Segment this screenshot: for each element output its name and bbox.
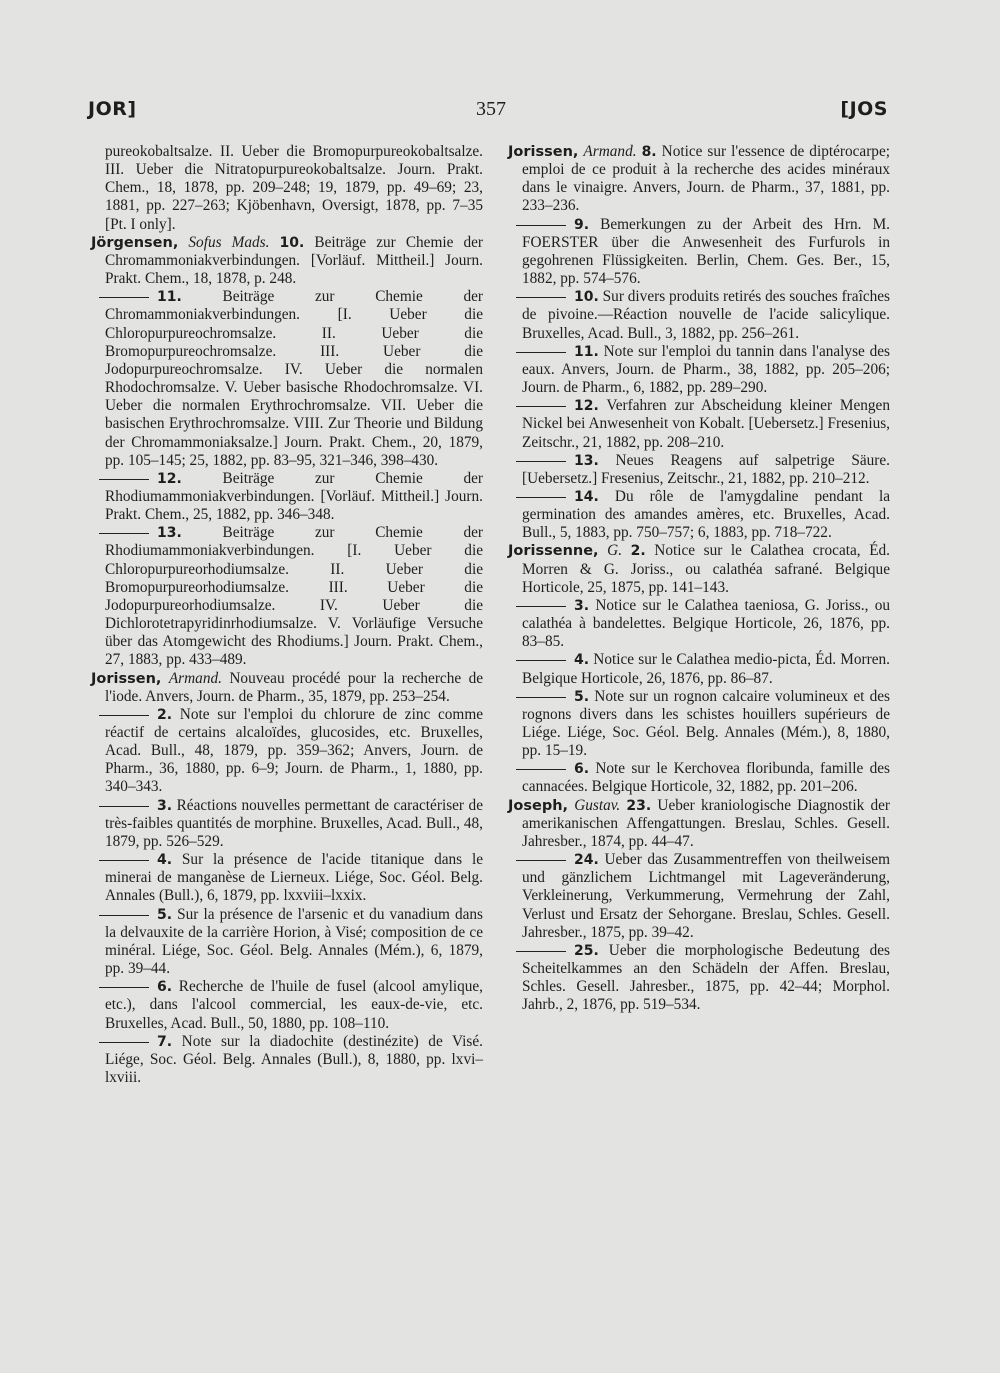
entry-text: Note sur l'emploi du tannin dans l'analyse des eaux. Anvers, Journ. de Pharm., 38, 1882, pp. 205–206; Journ. de Pharm., 6, 1882, pp. 289–290. [522,342,891,397]
bibliography-entry [508,651,890,687]
bibliography-entry [508,488,890,542]
bibliography-entry [508,397,890,451]
author-name: Jorissen, [508,144,579,160]
entry-text: Note sur l'emploi du chlorure de zinc comme réactif de certains alcaloïdes, glucosides, etc. Bruxelles, Acad. Bull., 48, 1879, pp. 359–362; Anvers, Journ. de Pharm., 36, 1880, pp. 6–9; Journ. de Pharm., 1, 1880, pp. 340–343. [105,705,484,796]
entry-number: 9. [574,216,590,233]
entry-text: Recherche de l'huile de fusel (alcool amylique, etc.), dans l'alcool commercial, les eaux-de-vie, etc. Bruxelles, Acad. Bull., 50, 1880, pp. 108–110. [105,978,484,1032]
author-first-name: Sofus Mads. [188,233,270,251]
author-name: Jorissenne, [508,543,599,560]
bibliography-entry [91,470,483,524]
entry-number: 13. [157,525,182,542]
bibliography-entry [508,851,890,942]
bibliography-entry [91,670,483,706]
entry-number: 6. [157,979,173,996]
author-first-name: G. [607,542,623,560]
entry-text: Ueber kraniologische Diagnostik der amerikanischen Affengattungen. Breslau, Schles. Gesell. Jahresber., 1874, pp. 44–47. [522,796,890,850]
entry-text: Verfahren zur Abscheidung kleiner Mengen Nickel bei Anwesenheit von Kobalt. [Uebersetz.] Fresenius, Zeitschr., 21, 1882, pp. 208–210. [522,397,890,451]
entry-text: Beiträge zur Chemie der Chromammoniakverbindungen. [I. Ueber die Chloropurpureochromsalze. II. Ueber die Bromopurpureochromsalze. III. Ueber die Jodopurpureochromsalze. IV. Ueber die normalen Rhodochromsalze. V. Ueber basische Rhodochromsalze. VI. Ueber die normalen Erythrochromsalze. VII. Ueber die basischen Erythrochromsalze. VIII. Zur Theorie und Bildung der Chromammoniaksalze.] Journ. Prakt. Chem., 20, 1879, pp. 105–145; 25, 1882, pp. 83–95, 321–346, 398–430. [105,288,483,469]
entry-number: 5. [574,688,590,705]
entry-text: Notice sur l'essence de diptérocarpe; emploi de ce produit à la recherche des acides minéraux dans le vinaigre. Anvers, Journ. de Pharm., 37, 1881, pp. 233–236. [522,143,890,215]
bibliography-entry [508,688,890,761]
author-first-name: Gustav. [574,796,621,814]
entry-number: 3. [574,597,590,614]
ditto-dash [516,497,566,498]
entry-number: 2. [630,543,646,560]
entry-text: Sur la présence de l'acide titanique dans le minerai de manganèse de Lierneux. Liége, Soc. Géol. Belg. Annales (Bull.), 6, 1879, pp. lxxviii–lxxix. [105,851,484,905]
bibliography-entry [508,452,890,488]
bibliography-entry [508,597,890,651]
entry-text: Nouveau procédé pour la recherche de l'iode. Anvers, Journ. de Pharm., 35, 1879, pp. 253–254. [105,669,484,705]
entry-number: 11. [157,289,182,306]
entry-text: Notice sur le Calathea medio-picta, Éd. Morren. Belgique Horticole, 26, 1876, pp. 86–87. [522,651,890,687]
ditto-dash [99,1042,149,1043]
bibliography-entry [91,978,483,1032]
ditto-dash [99,533,149,534]
bibliography-entry [91,851,483,905]
ditto-dash [99,806,149,807]
ditto-dash [516,697,566,698]
bibliography-entry [91,906,483,979]
entry-text: Réactions nouvelles permettant de caractériser de très-faibles quantités de morphine. Bruxelles, Acad. Bull., 48, 1879, pp. 526–529. [105,796,484,850]
entry-text: Note sur la diadochite (destinézite) de Visé. Liége, Soc. Géol. Belg. Annales (Bull.), 8, 1880, pp. lxvi–lxviii. [105,1032,483,1086]
ditto-dash [99,915,149,916]
entry-number: 13. [574,452,599,469]
bibliography-entry [508,343,890,397]
ditto-dash [516,461,566,462]
entry-number: 14. [574,488,599,505]
bibliography-entry [508,942,890,1015]
ditto-dash [99,479,149,480]
entry-text: Beiträge zur Chemie der Chromammoniakverbindungen. [Vorläuf. Mittheil.] Journ. Prakt. Chem., 18, 1878, p. 248. [105,233,484,288]
entry-text: pureokobaltsalze. II. Ueber die Bromopurpureokobaltsalze. III. Ueber die Nitratopurpureokobaltsalze. Journ. Prakt. Chem., 18, 1878, pp. 209–248; 19, 1879, pp. 49–69; 23, 1881, pp. 227–263; Kjöbenhavn, Oversigt, 1878, pp. 7–35 [Pt. I only]. [105,143,483,233]
bibliography-entry [508,288,890,342]
bibliography-entry [91,706,483,797]
entry-text: Sur la présence de l'arsenic et du vanadium dans la delvauxite de la carrière Horion, à Visé; composition de ce minéral. Liége, Soc. Géol. Belg. Annales (Mém.), 6, 1879, pp. 39–44. [105,905,483,978]
entry-number: 2. [157,706,173,723]
ditto-dash [516,951,566,952]
author-name: Jorissen, [91,670,162,687]
bibliography-entry [508,216,890,289]
author-name: Jörgensen, [91,234,179,251]
entry-number: 24. [574,852,599,869]
ditto-dash [99,297,149,298]
entry-number: 4. [574,652,590,669]
author-first-name: Armand. [583,143,637,160]
entry-text: Note sur le Kerchovea floribunda, famille des cannacées. Belgique Horticole, 32, 1882, pp. 201–206. [522,760,890,796]
header-left-guide: JOR] [88,98,137,120]
bibliography-entry [508,797,890,851]
bibliography-entry [91,143,483,234]
ditto-dash [99,860,149,861]
author-name: Joseph, [508,797,569,814]
bibliography-entry [91,234,483,288]
bibliography-entry [508,760,890,796]
right-column [508,143,890,1015]
entry-number: 11. [574,343,599,360]
bibliography-entry [91,524,483,669]
ditto-dash [516,297,566,298]
bibliography-entry [508,143,890,216]
entry-text: Notice sur le Calathea taeniosa, G. Joriss., ou calathéa à bandelettes. Belgique Horticole, 26, 1876, pp. 83–85. [522,596,890,651]
entry-text: Beiträge zur Chemie der Rhodiumammoniakverbindungen. [Vorläuf. Mittheil.] Journ. Prakt. Chem., 25, 1882, pp. 346–348. [105,469,483,524]
page-number: 357 [476,98,506,120]
entry-number: 3. [157,797,173,814]
entry-text: Neues Reagens auf salpetrige Säure. [Uebersetz.] Fresenius, Zeitschr., 21, 1882, pp. 210–212. [522,451,890,487]
entry-number: 10. [574,289,599,306]
header-right-guide: [JOS [840,98,888,120]
entry-number: 7. [157,1033,173,1050]
ditto-dash [516,225,566,226]
author-first-name: Armand. [168,669,222,687]
entry-number: 5. [157,906,173,923]
entry-number: 4. [157,852,173,869]
ditto-dash [516,660,566,661]
entry-number: 10. [279,234,305,251]
bibliography-entry [508,542,890,596]
entry-text: Sur divers produits retirés des souches fraîches de pivoine.—Réaction nouvelle de l'acide salicylique. Bruxelles, Acad. Bull., 3, 1882, pp. 256–261. [522,288,891,342]
entry-number: 12. [574,398,599,415]
entry-text: Ueber die morphologische Bedeutung des Scheitelkammes an den Schädeln der Affen. Breslau, Schles. Gesell. Jahresber., 1875, pp. 42–44; Morphol. Jahrb., 2, 1876, pp. 519–534. [522,941,890,1014]
ditto-dash [99,715,149,716]
entry-text: Bemerkungen zu der Arbeit des Hrn. M. FOERSTER über die Anwesenheit des Furfurols in gegohrenen Flüssigkeiten. Berlin, Chem. Ges. Ber., 15, 1882, pp. 574–576. [522,215,890,288]
entry-text: Ueber das Zusammentreffen von theilweisem und gänzlichem Lichtmangel mit Lageveränderung, Verkleinerung, Verkummerung, Vermehrung der Zahl, Verlust und Ersatz der Sehorgane. Breslau, Schles. Gesell. Jahresber., 1875, pp. 39–42. [522,851,890,941]
left-column [91,143,483,1087]
page-header [0,98,1000,128]
entry-text: Note sur un rognon calcaire volumineux et des rognons divers dans les schistes houillers supérieurs de Liége. Liége, Soc. Géol. Belg. Annales (Mém.), 8, 1880, pp. 15–19. [522,687,890,760]
entry-number: 12. [157,470,182,487]
entry-text: Notice sur le Calathea crocata, Éd. Morren & G. Joriss., ou calathéa safrané. Belgique Horticole, 25, 1875, pp. 141–143. [522,542,891,596]
bibliography-entry [91,1033,483,1087]
ditto-dash [516,352,566,353]
ditto-dash [99,987,149,988]
bibliography-entry [91,797,483,851]
entry-text: Beiträge zur Chemie der Rhodiumammoniakverbindungen. [I. Ueber die Chloropurpureorhodiumsalze. II. Ueber die Bromopurpureorhodiumsalze. III. Ueber die Jodopurpureorhodiumsalze. IV. Ueber die Dichlorotetrapyridinrhodiumsalze. V. Vorläufige Versuche über das Atomgewicht des Rhodiums.] Journ. Prakt. Chem., 27, 1883, pp. 433–489. [105,524,483,669]
ditto-dash [516,406,566,407]
entry-number: 6. [574,761,590,778]
entry-text: Du rôle de l'amygdaline pendant la germination des amandes amères, etc. Bruxelles, Acad. Bull., 5, 1883, pp. 750–757; 6, 1883, pp. 718–722. [522,487,890,542]
entry-number: 8. [641,144,657,160]
ditto-dash [516,606,566,607]
ditto-dash [516,769,566,770]
entry-number: 25. [574,942,599,959]
entry-number: 23. [626,797,652,814]
ditto-dash [516,860,566,861]
bibliography-entry [91,288,483,470]
